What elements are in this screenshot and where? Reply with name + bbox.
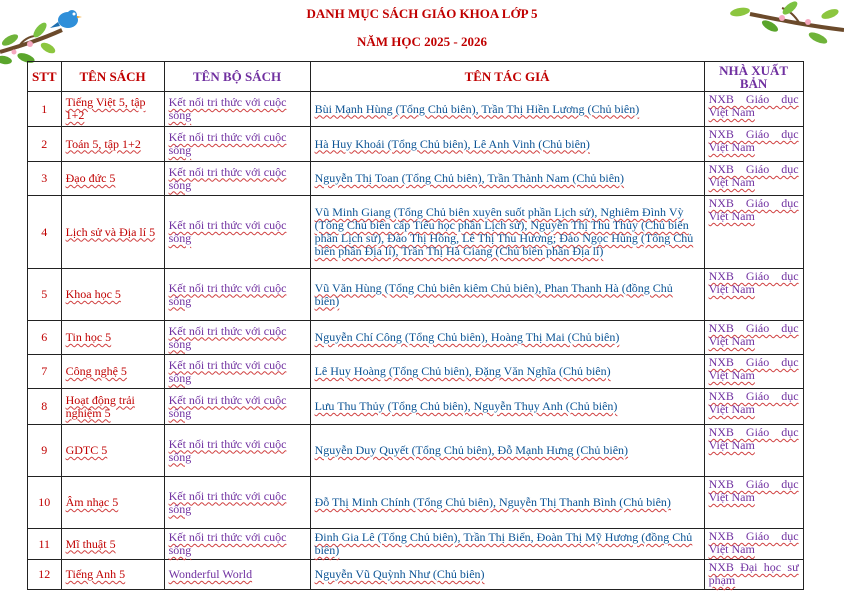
- book-name-cell: [61, 269, 164, 321]
- book-series-cell: [164, 389, 310, 425]
- book-name: Lịch sử và Địa lí 5: [65, 224, 156, 239]
- book-publisher: NXB Giáo dục Việt Nam: [708, 321, 799, 348]
- book-authors-cell: [310, 162, 704, 196]
- book-authors-cell: [310, 425, 704, 477]
- row-stt-cell: [28, 92, 62, 127]
- book-name: Tiếng Việt 5, tập 1+2: [65, 95, 146, 122]
- book-authors-cell: [310, 321, 704, 355]
- row-stt: 5: [41, 287, 48, 301]
- book-series-cell: [164, 127, 310, 162]
- book-authors: Nguyễn Duy Quyết (Tổng Chủ biên), Đỗ Mạnh Hưng (Chủ biên): [314, 443, 629, 457]
- book-series: Kết nối tri thức với cuộc sống: [168, 95, 287, 122]
- book-series-cell: [164, 269, 310, 321]
- row-stt: 11: [38, 536, 51, 551]
- book-series-cell: [164, 162, 310, 196]
- row-stt: 9: [41, 443, 48, 457]
- book-series: Kết nối tri thức với cuộc sống: [168, 530, 287, 557]
- book-series: Kết nối tri thức với cuộc sống: [168, 392, 287, 420]
- row-stt-cell: [28, 477, 62, 529]
- row-stt: 3: [41, 171, 48, 185]
- book-series-cell: [164, 355, 310, 389]
- book-publisher-cell: [704, 269, 803, 321]
- header-book-name: TÊN SÁCH: [61, 62, 164, 92]
- row-stt-cell: [28, 321, 62, 355]
- book-name: Hoạt động trải nghiệm 5: [65, 392, 135, 420]
- table-row: [28, 92, 804, 127]
- book-publisher-cell: [704, 425, 803, 477]
- row-stt-cell: [28, 162, 62, 196]
- row-stt-cell: [28, 425, 62, 477]
- book-authors-cell: [310, 477, 704, 529]
- book-authors-cell: [310, 127, 704, 162]
- row-stt-cell: [28, 196, 62, 269]
- row-stt-cell: [28, 389, 62, 425]
- book-series-cell: [164, 425, 310, 477]
- book-authors: Vũ Minh Giang (Tổng Chủ biên xuyên suốt phần Lịch sử), Nghiêm Đình Vỳ (Tổng Chủ biên cấp Tiểu học phần Lịch sử), Nguyễn Thị Thu Thủy (Chủ biên phần Lịch sử), Đào Thị Hồng, Lê Thị Thu Hương; Đào Ngọc Hùng (Tổng Chủ biên phần Địa lí), Trần Thị Hà Giang (Chủ biên phần Địa lí): [314, 205, 694, 258]
- book-publisher: NXB Đại học sư phạm: [708, 560, 799, 587]
- book-publisher: NXB Giáo dục Việt Nam: [708, 162, 799, 189]
- book-name: Toán 5, tập 1+2: [65, 136, 141, 151]
- textbook-table: [27, 61, 804, 590]
- table-row: [28, 425, 804, 477]
- table-header-row: [28, 62, 804, 92]
- book-publisher: NXB Giáo dục Việt Nam: [708, 529, 799, 556]
- row-stt-cell: [28, 269, 62, 321]
- row-stt: 8: [41, 399, 48, 413]
- row-stt-cell: [28, 127, 62, 162]
- table-row: [28, 321, 804, 355]
- branch-with-bird-icon: [0, 0, 110, 70]
- book-authors-cell: [310, 269, 704, 321]
- row-stt: 1: [41, 101, 48, 116]
- book-publisher: NXB Giáo dục Việt Nam: [708, 425, 799, 452]
- book-series: Kết nối tri thức với cuộc sống: [168, 323, 287, 351]
- book-name: Tiếng Anh 5: [65, 567, 126, 581]
- book-publisher-cell: [704, 477, 803, 529]
- book-series-cell: [164, 321, 310, 355]
- book-series-cell: [164, 529, 310, 560]
- book-publisher: NXB Giáo dục Việt Nam: [708, 196, 799, 223]
- book-publisher: NXB Giáo dục Việt Nam: [708, 127, 799, 154]
- book-publisher-cell: [704, 196, 803, 269]
- book-name-cell: [61, 127, 164, 162]
- row-stt: 6: [41, 330, 48, 344]
- book-name: GDTC 5: [65, 443, 108, 457]
- book-name-cell: [61, 560, 164, 590]
- book-publisher: NXB Giáo dục Việt Nam: [708, 355, 799, 382]
- book-authors-cell: [310, 560, 704, 590]
- table-row: [28, 269, 804, 321]
- table-row: [28, 162, 804, 196]
- book-authors: Nguyễn Vũ Quỳnh Như (Chủ biên): [314, 567, 485, 581]
- book-publisher-cell: [704, 389, 803, 425]
- book-name: Tin học 5: [65, 330, 112, 344]
- book-series: Kết nối tri thức với cuộc sống: [168, 164, 287, 192]
- book-publisher-cell: [704, 529, 803, 560]
- book-publisher: NXB Giáo dục Việt Nam: [708, 389, 799, 416]
- header-stt: STT: [28, 62, 62, 92]
- book-series-cell: [164, 196, 310, 269]
- book-authors: Bùi Mạnh Hùng (Tổng Chủ biên), Trần Thị Hiền Lương (Chủ biên): [314, 101, 640, 116]
- book-name-cell: [61, 477, 164, 529]
- row-stt: 12: [38, 567, 51, 581]
- book-authors-cell: [310, 389, 704, 425]
- row-stt: 2: [41, 136, 48, 151]
- book-authors: Hà Huy Khoái (Tổng Chủ biên), Lê Anh Vinh (Chủ biên): [314, 136, 590, 151]
- book-name: Âm nhạc 5: [65, 495, 119, 509]
- book-name: Khoa học 5: [65, 287, 121, 301]
- book-publisher: NXB Giáo dục Việt Nam: [708, 269, 799, 296]
- book-name-cell: [61, 529, 164, 560]
- table-row: [28, 389, 804, 425]
- book-authors: Nguyễn Chí Công (Tổng Chủ biên), Hoàng Thị Mai (Chủ biên): [314, 330, 620, 344]
- header-publisher: NHÀ XUẤT BẢN: [704, 62, 803, 92]
- book-series: Kết nối tri thức với cuộc sống: [168, 130, 287, 157]
- book-name-cell: [61, 355, 164, 389]
- book-series-cell: [164, 92, 310, 127]
- book-authors: Nguyễn Thị Toan (Tổng Chủ biên), Trần Thành Nam (Chủ biên): [314, 171, 625, 185]
- book-name-cell: [61, 389, 164, 425]
- book-name-cell: [61, 92, 164, 127]
- row-stt: 4: [41, 224, 48, 239]
- school-year-title: NĂM HỌC 2025 - 2026: [357, 34, 487, 49]
- header-authors: TÊN TÁC GIẢ: [310, 62, 704, 92]
- row-stt-cell: [28, 355, 62, 389]
- row-stt: 7: [41, 364, 48, 378]
- book-authors-cell: [310, 529, 704, 560]
- book-publisher-cell: [704, 92, 803, 127]
- book-authors: Đỗ Thị Minh Chính (Tổng Chủ biên), Nguyễn Thị Thanh Bình (Chủ biên): [314, 495, 671, 509]
- book-series: Wonderful World: [168, 567, 253, 581]
- book-authors: Vũ Văn Hùng (Tổng Chủ biên kiêm Chủ biên), Phan Thanh Hà (đồng Chủ biên): [314, 280, 673, 308]
- book-authors: Đinh Gia Lê (Tổng Chủ biên), Trần Thị Biển, Đoàn Thị Mỹ Hương (đồng Chủ biên): [314, 530, 693, 557]
- table-row: [28, 196, 804, 269]
- book-series: Kết nối tri thức với cuộc sống: [168, 436, 287, 464]
- book-name-cell: [61, 321, 164, 355]
- book-series-cell: [164, 477, 310, 529]
- book-authors: Lê Huy Hoàng (Tổng Chủ biên), Đặng Văn Nghĩa (Chủ biên): [314, 364, 611, 378]
- book-series: Kết nối tri thức với cuộc sống: [168, 357, 287, 385]
- book-publisher-cell: [704, 355, 803, 389]
- book-series: Kết nối tri thức với cuộc sống: [168, 488, 287, 516]
- branch-with-leaves-icon: [690, 0, 844, 60]
- book-series: Kết nối tri thức với cuộc sống: [168, 280, 287, 308]
- book-publisher: NXB Giáo dục Việt Nam: [708, 477, 799, 504]
- book-publisher-cell: [704, 127, 803, 162]
- book-series: Kết nối tri thức với cuộc sống: [168, 218, 287, 245]
- book-publisher-cell: [704, 162, 803, 196]
- table-row: [28, 355, 804, 389]
- book-name-cell: [61, 425, 164, 477]
- book-authors-cell: [310, 355, 704, 389]
- book-publisher-cell: [704, 560, 803, 590]
- row-stt: 10: [38, 495, 51, 509]
- table-row: [28, 477, 804, 529]
- table-row: [28, 529, 804, 560]
- book-authors-cell: [310, 196, 704, 269]
- book-publisher-cell: [704, 321, 803, 355]
- book-authors-cell: [310, 92, 704, 127]
- book-series-cell: [164, 560, 310, 590]
- table-row: [28, 560, 804, 590]
- book-name: Mĩ thuật 5: [65, 536, 116, 551]
- document-title: DANH MỤC SÁCH GIÁO KHOA LỚP 5: [306, 6, 538, 21]
- book-publisher: NXB Giáo dục Việt Nam: [708, 92, 799, 119]
- book-name-cell: [61, 196, 164, 269]
- book-name: Công nghệ 5: [65, 364, 127, 378]
- book-name-cell: [61, 162, 164, 196]
- header-series: TÊN BỘ SÁCH: [164, 62, 310, 92]
- row-stt-cell: [28, 560, 62, 590]
- book-authors: Lưu Thu Thủy (Tổng Chủ biên), Nguyễn Thụy Anh (Chủ biên): [314, 399, 618, 413]
- table-row: [28, 127, 804, 162]
- book-name: Đạo đức 5: [65, 171, 116, 185]
- row-stt-cell: [28, 529, 62, 560]
